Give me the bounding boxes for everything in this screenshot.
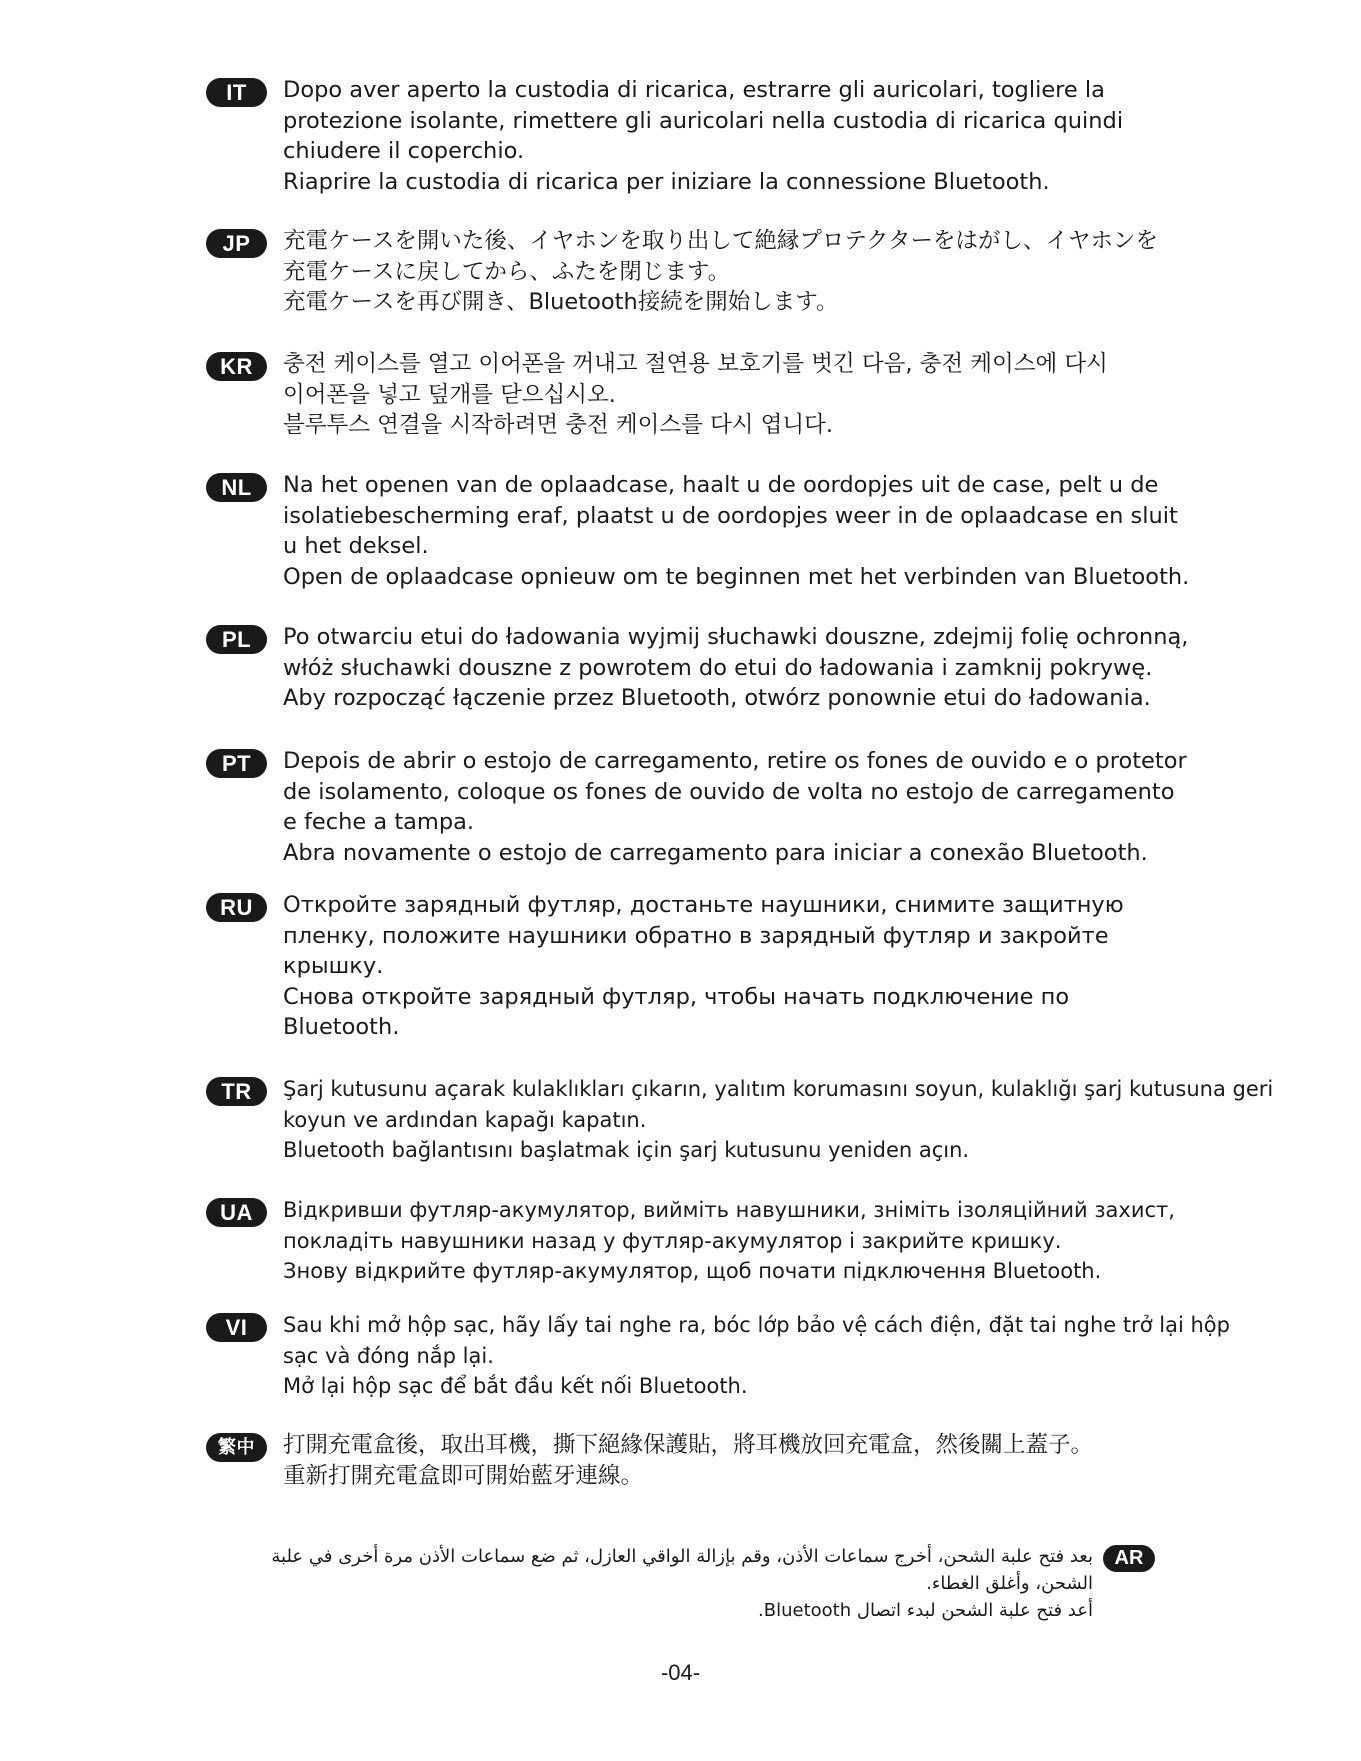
text-line: 打開充電盒後，取出耳機，撕下絕緣保護貼，將耳機放回充電盒，然後關上蓋子。: [283, 1432, 1094, 1458]
instruction-text-nl: [283, 470, 1243, 592]
instruction-text-ar: [213, 1543, 1093, 1624]
text-line: крышку.: [283, 953, 384, 979]
text-line: Bluetooth.: [283, 1014, 400, 1040]
text-line: Sau khi mở hộp sạc, hãy lấy tai nghe ra, bóc lớp bảo vệ cách điện, đặt tai nghe trở lại hộp: [283, 1313, 1230, 1337]
language-badge-nl: NL: [206, 473, 267, 502]
text-line: Na het openen van de oplaadcase, haalt u de oordopjes uit de case, pelt u de: [283, 472, 1159, 498]
text-line: Po otwarciu etui do ładowania wyjmij słuchawki douszne, zdejmij folię ochronną,: [283, 624, 1189, 650]
text-line: بعد فتح علبة الشحن، أخرج سماعات الأذن، وقم بإزالة الواقي العازل، ثم ضع سماعات الأذن مرة أخرى في علبة: [271, 1546, 1093, 1567]
language-badge-ua: UA: [206, 1198, 267, 1227]
text-line: 블루투스 연결을 시작하려면 충전 케이스를 다시 엽니다.: [283, 412, 833, 438]
text-line: isolatiebescherming eraf, plaatst u de oordopjes weer in de oplaadcase en sluit: [283, 502, 1178, 529]
language-badge-kr: KR: [206, 352, 267, 381]
text-line: покладіть навушники назад у футляр-акумулятор і закрийте кришку.: [283, 1228, 1062, 1253]
text-line: أعد فتح علبة الشحن لبدء اتصال Bluetooth.: [758, 1600, 1093, 1621]
text-line: Şarj kutusunu açarak kulaklıkları çıkarın, yalıtım korumasını soyun, kulaklığı şarj kutusuna geri: [283, 1077, 1274, 1101]
text-line: 充電ケースに戻してから、ふたを閉じます。: [283, 258, 731, 285]
instruction-text-kr: [283, 349, 1243, 441]
instruction-text-ru: [283, 890, 1243, 1043]
language-badge-zh-tw: 繁中: [206, 1433, 267, 1462]
text-line: 충전 케이스를 열고 이어폰을 꺼내고 절연용 보호기를 벗긴 다음, 충전 케이스에 다시: [283, 351, 1108, 377]
text-line: koyun ve ardından kapağı kapatın.: [283, 1107, 647, 1132]
text-line: 이어폰을 넣고 덮개를 닫으십시오.: [283, 381, 616, 408]
text-line: Откройте зарядный футляр, достаньте наушники, снимите защитную: [283, 892, 1124, 918]
text-line: Mở lại hộp sạc để bắt đầu kết nối Bluetooth.: [283, 1374, 748, 1398]
text-line: Снова откройте зарядный футляр, чтобы начать подключение по: [283, 983, 1070, 1010]
instruction-text-it: [283, 75, 1243, 197]
instruction-text-jp: [283, 226, 1243, 318]
text-line: Open de oplaadcase opnieuw om te beginnen met het verbinden van Bluetooth.: [283, 563, 1190, 590]
text-line: Bluetooth bağlantısını başlatmak için şarj kutusunu yeniden açın.: [283, 1138, 970, 1162]
text-line: 充電ケースを再び開き、Bluetooth接続を開始します。: [283, 289, 839, 315]
language-badge-ru: RU: [206, 893, 267, 922]
text-line: 充電ケースを開いた後、イヤホンを取り出して絶縁プロテクターをはがし、イヤホンを: [283, 228, 1159, 254]
text-line: włóż słuchawki douszne z powrotem do etui do ładowania i zamknij pokrywę.: [283, 654, 1153, 681]
language-badge-jp: JP: [206, 229, 267, 258]
text-line: sạc và đóng nắp lại.: [283, 1343, 494, 1368]
instruction-text-vi: [283, 1310, 1243, 1402]
instruction-text-ua: [283, 1195, 1243, 1287]
text-line: الشحن، وأغلق الغطاء.: [926, 1573, 1093, 1594]
language-badge-tr: TR: [206, 1077, 267, 1106]
text-line: u het deksel.: [283, 533, 429, 559]
text-line: de isolamento, coloque os fones de ouvido de volta no estojo de carregamento: [283, 778, 1175, 805]
text-line: Abra novamente o estojo de carregamento para iniciar a conexão Bluetooth.: [283, 839, 1148, 866]
text-line: chiudere il coperchio.: [283, 138, 525, 164]
page-number: -04-: [660, 1660, 701, 1685]
language-badge-it: IT: [206, 78, 267, 107]
instruction-text-tr: [283, 1074, 1274, 1166]
text-line: 重新打開充電盒即可開始藍牙連線。: [283, 1462, 644, 1489]
language-badge-pt: PT: [206, 749, 267, 778]
instruction-text-pl: [283, 622, 1243, 714]
text-line: protezione isolante, rimettere gli auricolari nella custodia di ricarica quindi: [283, 107, 1124, 134]
text-line: Aby rozpocząć łączenie przez Bluetooth, otwórz ponownie etui do ładowania.: [283, 685, 1151, 711]
text-line: e feche a tampa.: [283, 809, 475, 835]
text-line: пленку, положите наушники обратно в зарядный футляр и закройте: [283, 922, 1109, 949]
instruction-text-pt: [283, 746, 1243, 868]
text-line: Riaprire la custodia di ricarica per iniziare la connessione Bluetooth.: [283, 168, 1050, 195]
text-line: Знову відкрийте футляр-акумулятор, щоб почати підключення Bluetooth.: [283, 1259, 1102, 1283]
text-line: Відкривши футляр-акумулятор, вийміть навушники, зніміть ізоляційний захист,: [283, 1198, 1175, 1222]
language-badge-pl: PL: [206, 625, 267, 654]
instruction-text-zh-tw: [283, 1430, 1243, 1491]
language-badge-ar: AR: [1103, 1545, 1155, 1572]
text-line: Dopo aver aperto la custodia di ricarica, estrarre gli auricolari, togliere la: [283, 77, 1105, 103]
language-badge-vi: VI: [206, 1313, 267, 1342]
text-line: Depois de abrir o estojo de carregamento, retire os fones de ouvido e o protetor: [283, 748, 1187, 774]
